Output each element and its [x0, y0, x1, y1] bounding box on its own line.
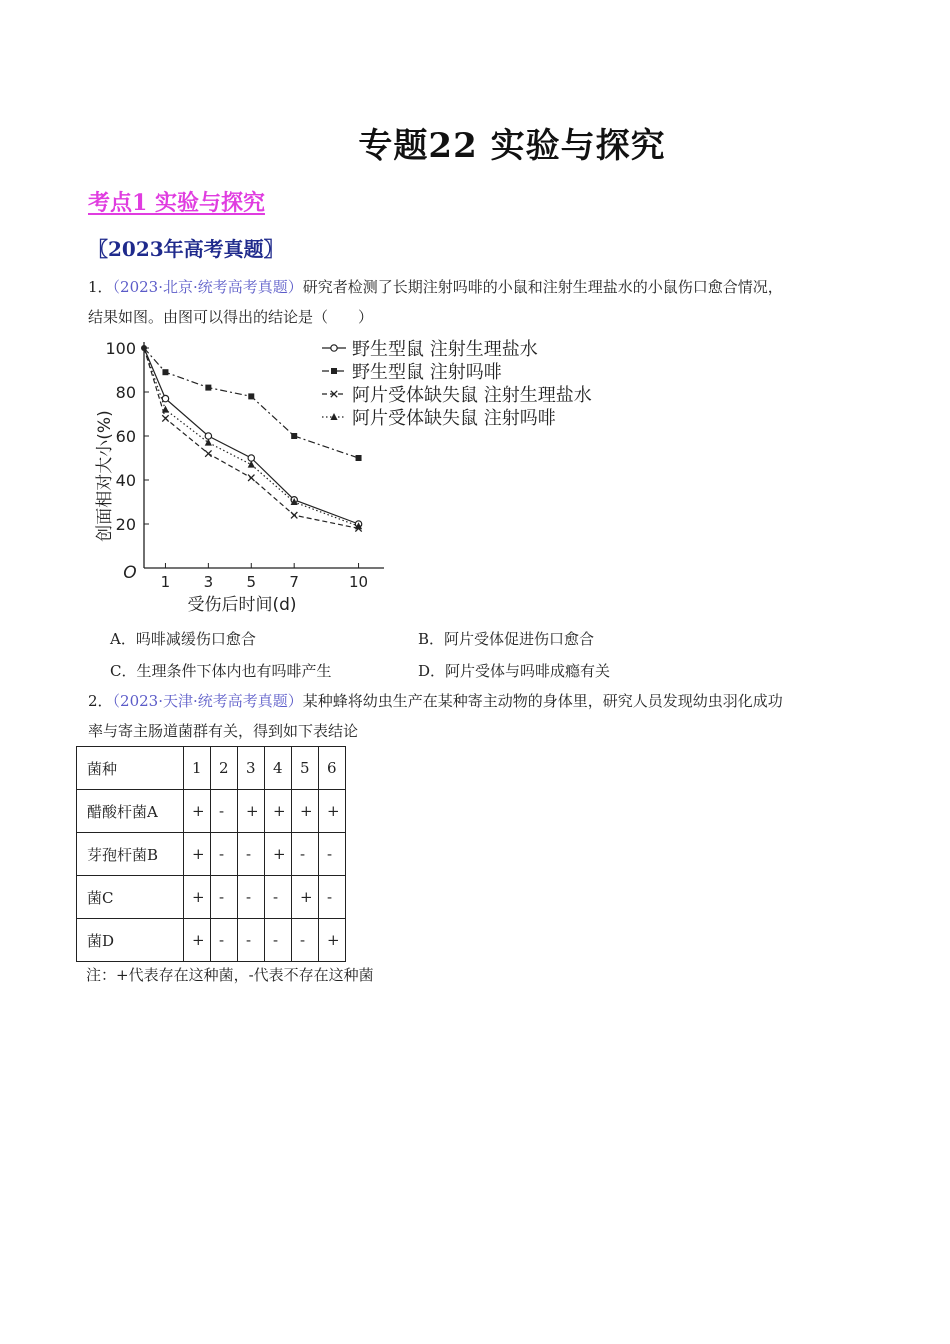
q2-line2: 率与寄主肠道菌群有关，得到如下表结论 [88, 722, 359, 740]
legend-label: 野生型鼠 注射生理盐水 [352, 339, 538, 360]
table-header-cell: 5 [292, 747, 319, 790]
y-tick-label: 60 [115, 427, 136, 446]
legend-swatch-marker [331, 345, 337, 351]
table-cell: + [319, 919, 346, 962]
table-cell: - [238, 876, 265, 919]
data-point [291, 512, 297, 518]
x-tick-label: 5 [246, 573, 257, 591]
table-note: 注：+代表存在这种菌，-代表不存在这种菌 [86, 966, 374, 984]
table-header-cell: 菌种 [77, 747, 184, 790]
data-point [162, 395, 168, 401]
series-line-2 [144, 348, 359, 458]
table-cell: + [184, 790, 211, 833]
data-point [162, 415, 168, 421]
wound-healing-chart [84, 336, 624, 618]
y-axis-title: 创面相对大小(%) [95, 410, 115, 542]
table-cell: - [238, 919, 265, 962]
data-point [205, 385, 211, 391]
table-cell: - [238, 833, 265, 876]
table-cell: 菌D [77, 919, 184, 962]
section-heading: 考点1 实验与探究 [88, 190, 265, 216]
table-cell: - [319, 876, 346, 919]
table-cell: + [184, 919, 211, 962]
table-cell: - [211, 833, 238, 876]
table-cell: - [292, 833, 319, 876]
table-row [77, 919, 346, 962]
chart-axes [95, 339, 384, 615]
q2-line1 [88, 686, 868, 716]
data-point [205, 450, 211, 456]
y-tick-label: 40 [115, 471, 136, 490]
q1-option-c[interactable]: C．生理条件下体内也有吗啡产生 [110, 662, 332, 680]
table-cell: + [184, 876, 211, 919]
table-cell: - [265, 919, 292, 962]
q1-line2: 结果如图。由图可以得出的结论是（ ） [88, 308, 374, 326]
table-cell: - [211, 876, 238, 919]
data-point [248, 461, 255, 468]
q1-option-b[interactable]: B．阿片受体促进伤口愈合 [418, 630, 595, 648]
start-point [141, 345, 147, 351]
table-cell: + [184, 833, 211, 876]
page-title: 专题22 实验与探究 [358, 126, 666, 166]
chart-plot [141, 345, 362, 532]
year-header: 〖2023年高考真题〗 [88, 237, 284, 261]
q1-line1 [88, 272, 868, 302]
table-header-cell: 1 [184, 747, 211, 790]
table-cell: + [238, 790, 265, 833]
table-cell: - [292, 919, 319, 962]
table-header-cell: 2 [211, 747, 238, 790]
q2-text-1: 某种蜂将幼虫生产在某种寄主动物的身体里，研究人员发现幼虫羽化成功 [302, 692, 783, 710]
table-cell: + [319, 790, 346, 833]
series-line-4 [144, 348, 359, 526]
table-cell: + [265, 833, 292, 876]
data-point [356, 455, 362, 461]
data-point [248, 455, 254, 461]
table-cell: - [211, 919, 238, 962]
q2-number: 2． [88, 692, 113, 710]
data-point [162, 369, 168, 375]
table-row [77, 833, 346, 876]
table-cell: 醋酸杆菌A [77, 790, 184, 833]
x-tick-label: 10 [348, 573, 369, 591]
table-row [77, 876, 346, 919]
table-cell: - [265, 876, 292, 919]
legend-swatch-marker [331, 368, 337, 374]
legend-label: 野生型鼠 注射吗啡 [352, 362, 502, 383]
table-header-row [77, 747, 346, 790]
q1-number: 1． [88, 278, 113, 296]
table-header-cell: 6 [319, 747, 346, 790]
table-header-cell: 4 [265, 747, 292, 790]
table-cell: - [211, 790, 238, 833]
q1-option-a[interactable]: A．吗啡减缓伤口愈合 [110, 630, 256, 648]
legend-label: 阿片受体缺失鼠 注射生理盐水 [352, 385, 592, 406]
y-tick-label: 20 [115, 515, 136, 534]
x-axis-title: 受伤后时间(d) [187, 595, 297, 615]
table-header-cell: 3 [238, 747, 265, 790]
data-point [162, 406, 169, 413]
x-tick-label: 7 [289, 573, 299, 591]
table-cell: 芽孢杆菌B [77, 833, 184, 876]
series-line-1 [144, 348, 359, 524]
q1-text-1: 研究者检测了长期注射吗啡的小鼠和注射生理盐水的小鼠伤口愈合情况， [302, 278, 783, 296]
bacteria-table [76, 746, 346, 962]
table-cell: + [292, 876, 319, 919]
table-row [77, 790, 346, 833]
y-tick-label: 80 [115, 383, 136, 402]
q2-source: （2023·天津·统考高考真题） [112, 692, 303, 710]
data-point [291, 433, 297, 439]
data-point [248, 475, 254, 481]
series-line-3 [144, 348, 359, 528]
data-point [205, 433, 211, 439]
y-tick-label: 100 [105, 339, 136, 358]
x-tick-label: 3 [203, 573, 214, 591]
legend-label: 阿片受体缺失鼠 注射吗啡 [352, 408, 556, 429]
table-cell: + [292, 790, 319, 833]
x-tick-label: 1 [160, 573, 171, 591]
table-cell: - [319, 833, 346, 876]
legend [322, 339, 592, 429]
table-cell: + [265, 790, 292, 833]
q1-source: （2023·北京·统考高考真题） [112, 278, 303, 296]
origin-label: O [123, 563, 137, 583]
data-point [205, 439, 212, 446]
table-cell: 菌C [77, 876, 184, 919]
data-point [248, 393, 254, 399]
q1-option-d[interactable]: D．阿片受体与吗啡成瘾有关 [418, 662, 611, 680]
